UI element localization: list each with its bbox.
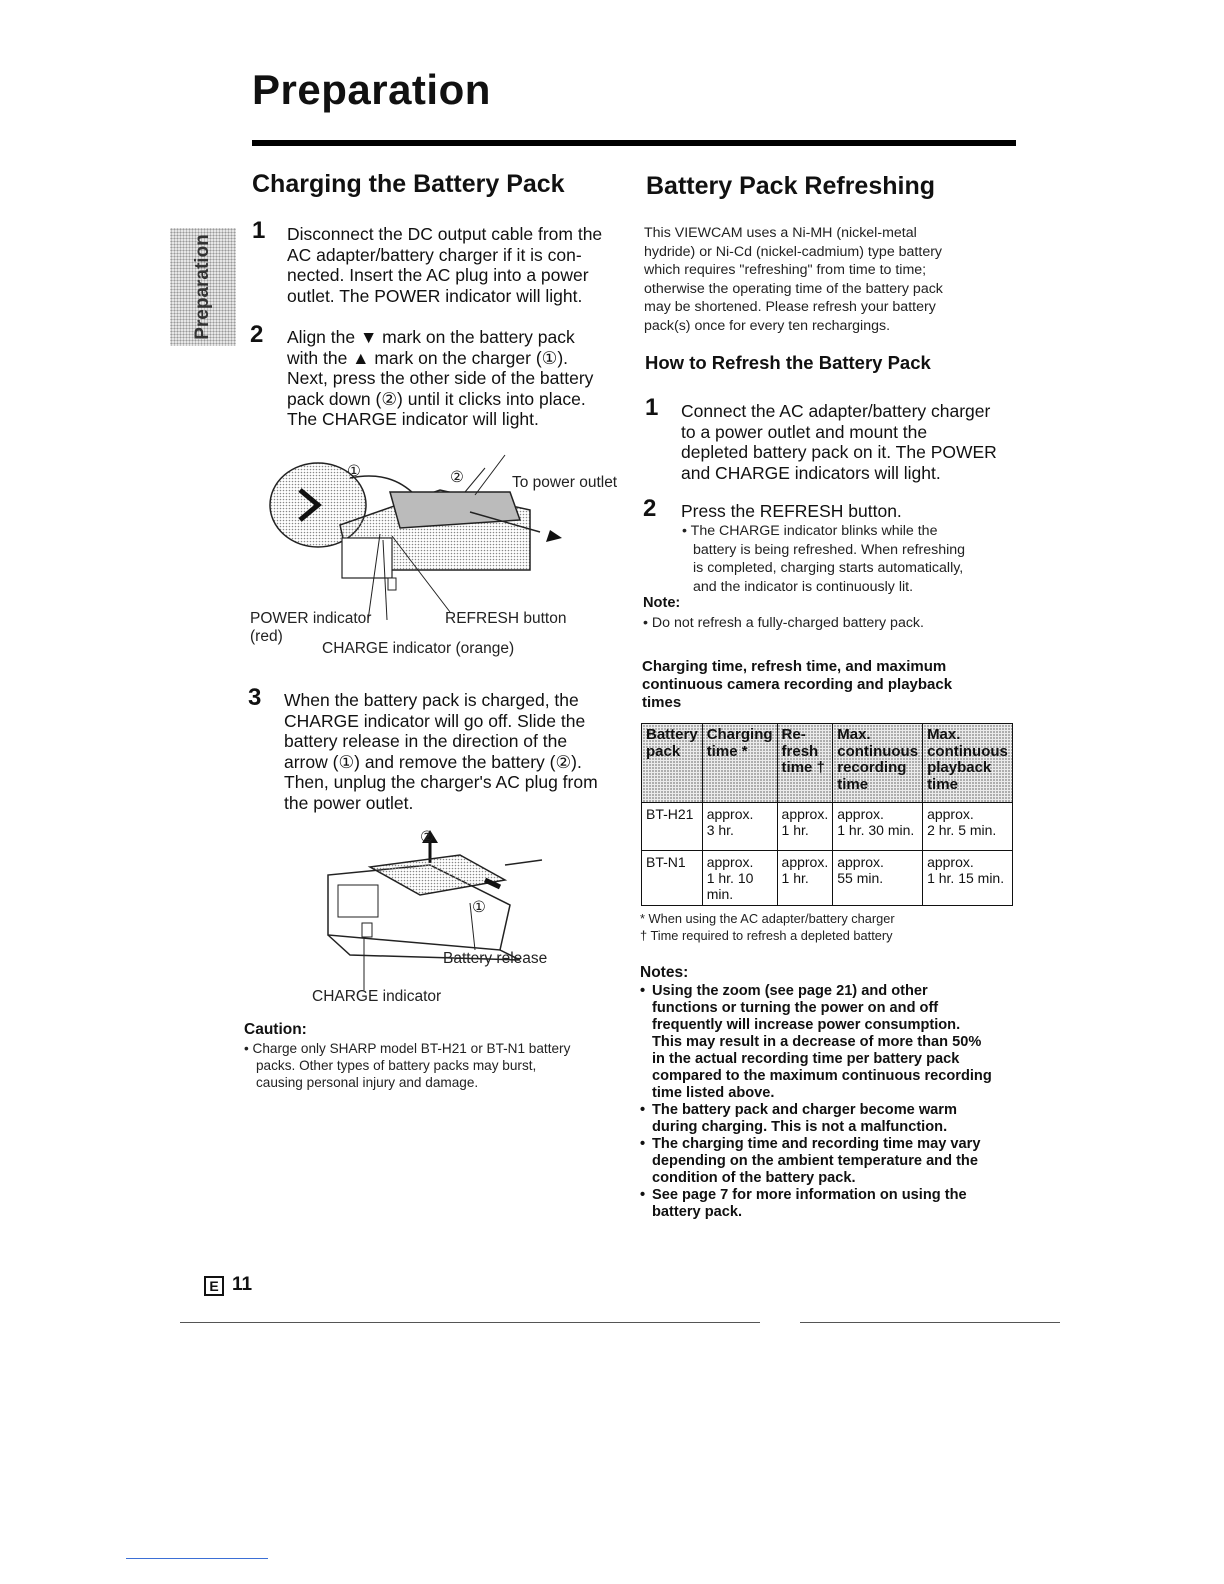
notes-title: Notes: [640,964,689,981]
refresh-button-label: REFRESH button [445,610,567,627]
footnote: † Time required to refresh a depleted battery [640,928,893,943]
table-footnotes [640,910,895,944]
power-indicator-red-label: (red) [250,628,283,645]
caution-title: Caution: [244,1021,307,1038]
header-max-recording: Max. continuous recording time [833,724,923,803]
step-number: 1 [252,217,266,244]
language-badge-letter: E [209,1278,219,1294]
refresh-time-table [641,723,1013,906]
notes-list [640,983,1020,1221]
to-power-outlet-label: To power outlet [512,474,618,491]
header-refresh-time: Re- fresh time † [777,724,833,803]
battery-release-label: Battery release [443,950,548,967]
bottom-rule [180,1322,760,1323]
table-cell: approx. 55 min. [833,851,923,906]
charge-indicator-label: CHARGE indicator [312,988,442,1005]
table-header-row [642,724,1013,803]
step-number: 2 [643,495,657,522]
charging-step-1: Disconnect the DC output cable from the AC adapter/battery charger if it is con- nected. Insert the AC plug into a power outlet. The POWER indicator will light. [287,224,603,306]
table-cell: BT-H21 [642,803,703,851]
table-cell: approx. 2 hr. 5 min. [923,803,1013,851]
fig1-circle-2: ② [450,469,464,486]
bottom-blue-rule [126,1558,268,1559]
charging-step-2: Align the ▼ mark on the battery pack with the ▲ mark on the charger (①). Next, press the other side of the battery pack down (②) until it clicks into place. The CHARGE indicator will light. [287,327,594,430]
note-item: • The charging time and recording time may vary depending on the ambient temperature and the condition of the battery pack. [640,1136,1020,1187]
language-badge [204,1276,224,1296]
page-title: Preparation [252,66,491,113]
title-rule [252,140,1016,146]
note-item: • Using the zoom (see page 21) and other functions or turning the power on and off frequently will increase power consumption. This may result in a decrease of more than 50% in the actual recording time per battery pack compared to the maximum continuous recording time listed above. [640,983,1020,1102]
refresh-step-1: Connect the AC adapter/battery charger to a power outlet and mount the depleted battery pack on it. The POWER and CHARGE indicators will light. [681,401,997,483]
step-number: 1 [645,394,659,421]
header-charging-time: Charging time * [702,724,777,803]
how-to-refresh-heading: How to Refresh the Battery Pack [645,352,931,373]
table-cell: approx. 1 hr. 15 min. [923,851,1013,906]
table-cell: approx. 1 hr. 30 min. [833,803,923,851]
table-cell: approx. 1 hr. [777,803,833,851]
bottom-rule [800,1322,1060,1323]
charge-indicator-orange-label: CHARGE indicator (orange) [322,640,515,657]
charging-heading: Charging the Battery Pack [252,170,565,198]
refresh-step-2: Press the REFRESH button. [681,501,902,521]
table-cell: approx. 1 hr. 10 min. [702,851,777,906]
power-indicator-label: POWER indicator [250,610,372,627]
header-max-playback: Max. continuous playback time [923,724,1013,803]
table-row [642,803,1013,851]
table-cell: approx. 1 hr. [777,851,833,906]
table-caption: Charging time, refresh time, and maximum continuous camera recording and playback times [642,658,953,711]
fig2-circle-2: ② [420,829,434,846]
charger-figure-2 [310,825,570,995]
header-battery-pack: Battery pack [642,724,703,803]
refresh-intro: This VIEWCAM uses a Ni-MH (nickel-metal hydride) or Ni-Cd (nickel-cadmium) type battery which requires "refreshing" from time to time; otherwise the operating time of the battery pack may be shortened. Please refresh your battery pack(s) once for every ten rechargings. [644,225,943,334]
caution-text: • Charge only SHARP model BT-H21 or BT-N1 battery packs. Other types of battery packs may burst, causing personal injury and damage. [244,1041,571,1090]
step-number: 3 [248,684,262,711]
table-cell: approx. 3 hr. [702,803,777,851]
charging-step-3: When the battery pack is charged, the CHARGE indicator will go off. Slide the battery release in the direction of the arrow (①) and remove the battery (②). Then, unplug the charger's AC plug from the power outlet. [284,690,598,813]
side-tab [170,228,236,346]
note-title: Note: [643,595,681,611]
side-tab-label: Preparation [192,234,213,340]
fig1-circle-1: ① [347,463,361,480]
refreshing-heading: Battery Pack Refreshing [646,172,936,200]
step-number: 2 [250,321,264,348]
footnote: * When using the AC adapter/battery charger [640,911,895,926]
note-text: • Do not refresh a fully-charged battery pack. [643,615,924,631]
table-row [642,851,1013,906]
fig2-circle-1: ① [472,899,486,916]
note-item: • See page 7 for more information on using the battery pack. [640,1187,1020,1221]
note-item: • The battery pack and charger become warm during charging. This is not a malfunction. [640,1102,1020,1136]
table-cell: BT-N1 [642,851,703,906]
page-number: 11 [232,1274,253,1295]
refresh-step-2-bullet: • The CHARGE indicator blinks while the battery is being refreshed. When refreshing is completed, charging starts automatically, and the indicator is continuously lit. [682,523,966,595]
